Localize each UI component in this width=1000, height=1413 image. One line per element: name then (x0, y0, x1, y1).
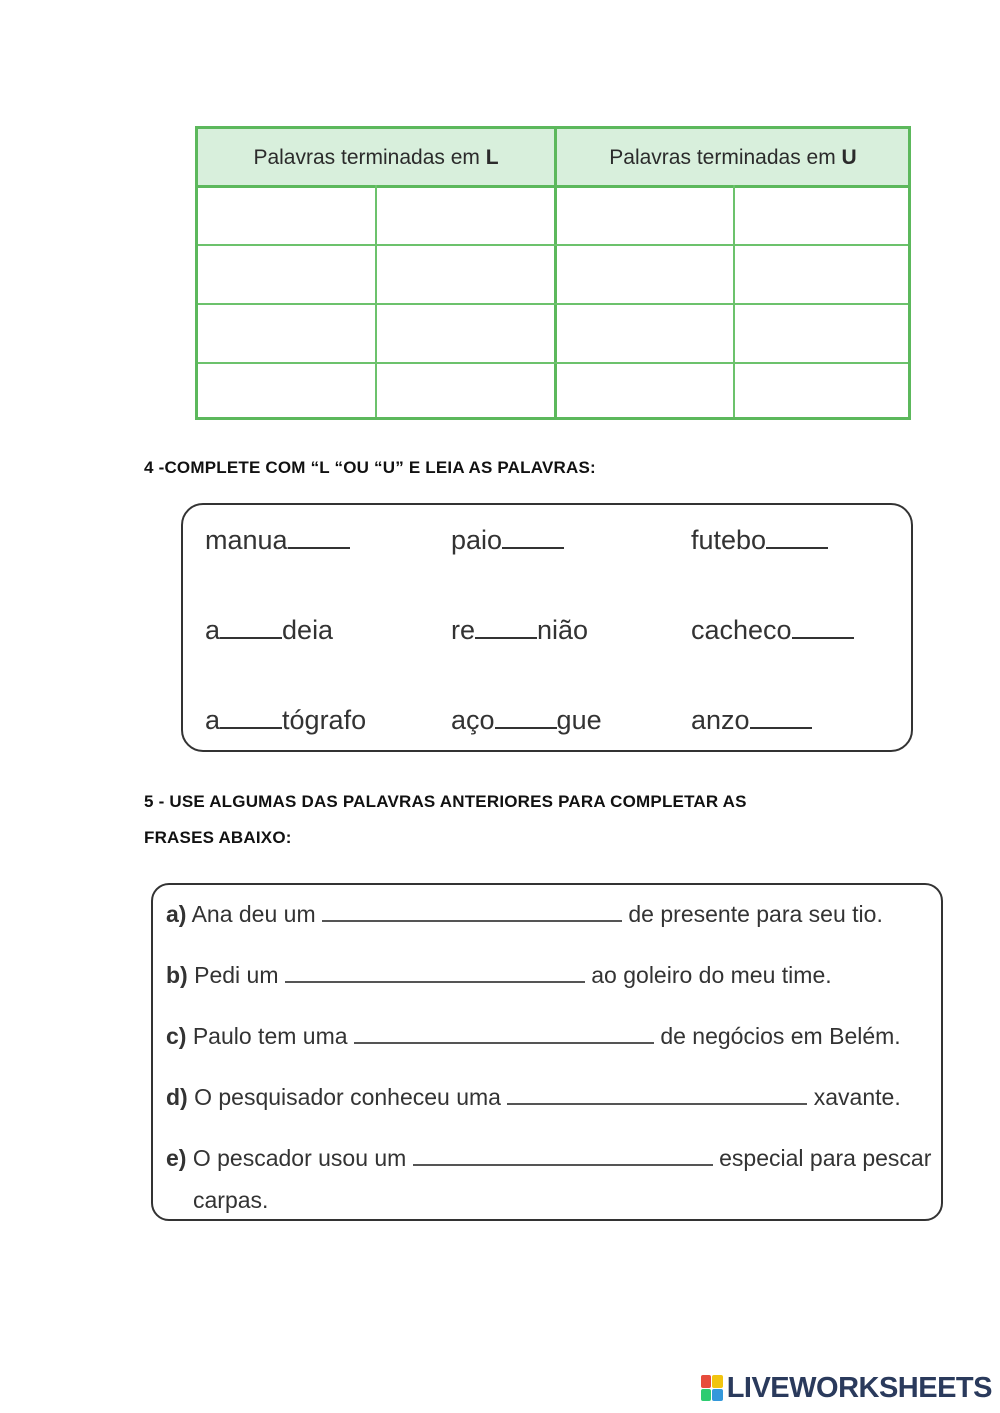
word-prefix: paio (451, 525, 503, 555)
liveworksheets-logo-text: LIVEWORKSHEETS (726, 1371, 992, 1404)
sentence-prefix: Paulo tem uma (192, 1023, 348, 1049)
table-cell-input[interactable] (737, 305, 911, 363)
table-cell-input[interactable] (379, 187, 553, 245)
sentence-suffix: de negócios em Belém. (660, 1023, 901, 1049)
word-item (205, 705, 366, 736)
word-blank[interactable] (766, 543, 828, 549)
header-words-ending-l (198, 129, 554, 185)
question-4-word-box (181, 503, 913, 752)
word-item (451, 615, 588, 646)
sentence-letter: c) (166, 1023, 187, 1049)
sentence-e (166, 1145, 931, 1172)
sentence-c (166, 1023, 901, 1050)
table-cell-input[interactable] (379, 305, 553, 363)
word-prefix: manua (205, 525, 288, 555)
sentence-blank[interactable] (413, 1160, 713, 1166)
sentence-suffix: xavante. (813, 1084, 901, 1110)
word-prefix: a (205, 615, 221, 645)
table-cell-input[interactable] (737, 364, 911, 422)
word-item (691, 705, 812, 736)
logo-icon-square (712, 1389, 723, 1402)
sentence-suffix: ao goleiro do meu time. (591, 962, 832, 988)
table-cell-input[interactable] (559, 305, 733, 363)
sentence-letter: d) (166, 1084, 188, 1110)
word-blank[interactable] (220, 633, 282, 639)
table-cell-input[interactable] (202, 246, 376, 304)
word-item (205, 525, 350, 556)
sentence-a (166, 901, 883, 928)
word-blank[interactable] (220, 723, 282, 729)
word-suffix: gue (556, 705, 602, 735)
logo-icon-square (701, 1389, 712, 1402)
sentence-letter: a) (166, 901, 187, 927)
sentence-prefix: O pesquisador conheceu uma (194, 1084, 501, 1110)
sentence-prefix: Ana deu um (191, 901, 316, 927)
table-cell-input[interactable] (202, 364, 376, 422)
table-cell-input[interactable] (202, 305, 376, 363)
word-suffix: deia (282, 615, 334, 645)
sentence-suffix: de presente para seu tio. (628, 901, 883, 927)
sentence-blank[interactable] (354, 1038, 654, 1044)
word-item (691, 525, 828, 556)
word-blank[interactable] (502, 543, 564, 549)
liveworksheets-logo (701, 1371, 992, 1405)
word-blank[interactable] (495, 723, 557, 729)
word-prefix: cacheco (691, 615, 792, 645)
sentence-e-continuation: carpas. (193, 1187, 269, 1213)
question-5-heading-line1: 5 - USE ALGUMAS DAS PALAVRAS ANTERIORES PARA COMPLETAR AS (144, 792, 747, 811)
word-blank[interactable] (750, 723, 812, 729)
word-blank[interactable] (792, 633, 854, 639)
table-divider-center (554, 129, 557, 417)
word-item (691, 615, 854, 646)
word-item (451, 525, 564, 556)
word-prefix: anzo (691, 705, 750, 735)
word-suffix: tógrafo (282, 705, 367, 735)
sentence-blank[interactable] (285, 977, 585, 983)
word-blank[interactable] (475, 633, 537, 639)
word-item (205, 615, 333, 646)
logo-icon-square (712, 1375, 723, 1388)
table-cell-input[interactable] (379, 364, 553, 422)
question-5-sentence-box (151, 883, 943, 1221)
word-prefix: a (205, 705, 221, 735)
sentence-suffix: especial para pescar (719, 1145, 932, 1171)
table-header-row (198, 129, 908, 188)
word-prefix: futebo (691, 525, 767, 555)
sentence-letter: b) (166, 962, 188, 988)
word-suffix: nião (537, 615, 589, 645)
liveworksheets-logo-icon (701, 1375, 723, 1401)
sentence-prefix: Pedi um (194, 962, 279, 988)
word-prefix: re (451, 615, 476, 645)
sentence-blank[interactable] (507, 1099, 807, 1105)
sentence-blank[interactable] (322, 916, 622, 922)
sentence-letter: e) (166, 1145, 187, 1171)
table-cell-input[interactable] (559, 364, 733, 422)
header-u-prefix: Palavras terminadas em (609, 146, 842, 169)
header-u-letter: U (841, 146, 857, 169)
table-cell-input[interactable] (737, 246, 911, 304)
table-cell-input[interactable] (202, 187, 376, 245)
header-words-ending-u (557, 129, 909, 185)
header-l-letter: L (485, 146, 499, 169)
table-cell-input[interactable] (559, 187, 733, 245)
sentence-prefix: O pescador usou um (192, 1145, 407, 1171)
table-cell-input[interactable] (379, 246, 553, 304)
table-divider-right (733, 185, 735, 417)
word-prefix: aço (451, 705, 495, 735)
header-l-prefix: Palavras terminadas em (253, 146, 486, 169)
word-blank[interactable] (288, 543, 350, 549)
word-item (451, 705, 602, 736)
sentence-d (166, 1084, 901, 1111)
question-5-heading-line2: FRASES ABAIXO: (144, 828, 292, 847)
word-sort-table (195, 126, 911, 420)
logo-icon-square (701, 1375, 712, 1388)
sentence-b (166, 962, 832, 989)
table-cell-input[interactable] (559, 246, 733, 304)
question-4-heading: 4 -COMPLETE COM “L “OU “U” E LEIA AS PALAVRAS: (144, 458, 596, 477)
table-cell-input[interactable] (737, 187, 911, 245)
